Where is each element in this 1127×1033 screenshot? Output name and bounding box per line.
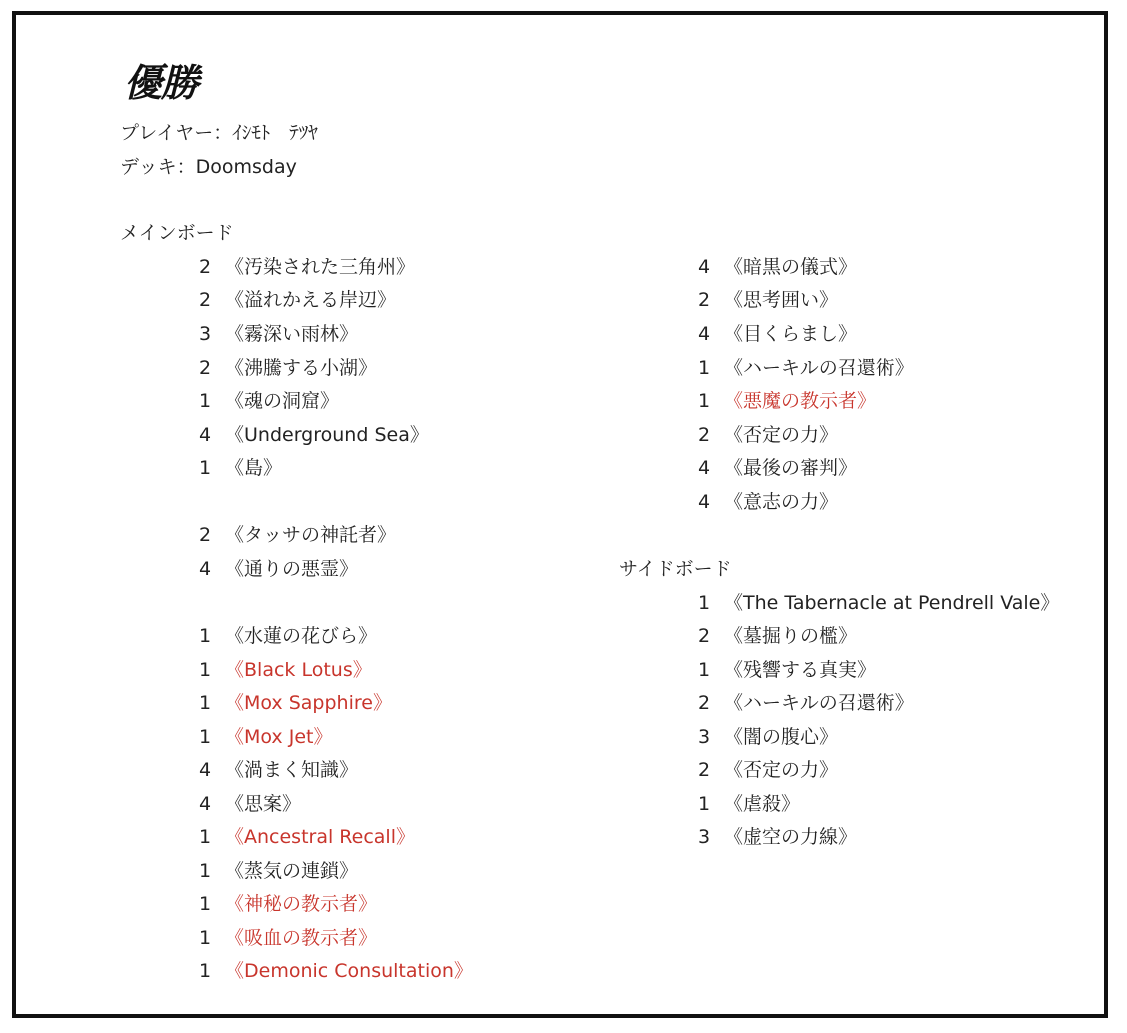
card-qty: 3: [698, 726, 711, 748]
card-qty: 2: [199, 256, 212, 278]
card-qty: 2: [698, 289, 711, 311]
card-name: 《残響する真実》: [724, 659, 877, 681]
card-row: [199, 389, 339, 413]
card-row: [199, 322, 358, 346]
card-row: [199, 758, 358, 782]
card-row: [698, 591, 1059, 615]
card-qty: 1: [698, 390, 711, 412]
card-name: 《タッサの神託者》: [225, 524, 397, 546]
card-row: [199, 288, 396, 312]
card-qty: 1: [199, 692, 212, 714]
card-name: 《虚空の力線》: [724, 826, 858, 848]
card-name: 《Mox Jet》: [225, 726, 333, 748]
card-name: 《溢れかえる岸辺》: [225, 289, 397, 311]
card-qty: 1: [199, 860, 212, 882]
card-name: 《意志の力》: [724, 491, 839, 513]
card-qty: 1: [199, 927, 212, 949]
sideboard-heading: サイドボード: [619, 558, 732, 580]
card-name: 《ハーキルの召還術》: [724, 692, 914, 714]
card-name: 《通りの悪霊》: [225, 558, 359, 580]
card-qty: 3: [698, 826, 711, 848]
card-name: 《暗黒の儀式》: [724, 256, 858, 278]
card-name: 《Ancestral Recall》: [225, 826, 415, 848]
card-qty: 1: [199, 960, 212, 982]
card-qty: 4: [199, 424, 212, 446]
card-name: 《Demonic Consultation》: [225, 960, 473, 982]
card-row: [698, 356, 914, 380]
card-row: [199, 456, 282, 480]
card-qty: 1: [199, 659, 212, 681]
card-name: 《悪魔の教示者》: [724, 390, 877, 412]
card-name: 《最後の審判》: [724, 457, 858, 479]
card-qty: 1: [698, 659, 711, 681]
card-name: 《汚染された三角州》: [225, 256, 416, 278]
card-qty: 4: [698, 256, 711, 278]
card-qty: 2: [199, 289, 212, 311]
card-qty: 4: [698, 323, 711, 345]
card-row: [199, 859, 358, 883]
card-qty: 2: [199, 524, 212, 546]
card-qty: 4: [698, 457, 711, 479]
card-qty: 1: [199, 893, 212, 915]
card-row: [199, 959, 473, 983]
card-row: [698, 255, 857, 279]
card-row: [698, 490, 838, 514]
card-row: [199, 892, 377, 916]
card-row: [698, 691, 914, 715]
card-row: [698, 658, 876, 682]
player-line: プレイヤー：ｲｼﾓﾄ ﾃﾂﾔ: [120, 122, 318, 144]
card-row: [698, 288, 838, 312]
card-name: 《闇の腹心》: [724, 726, 839, 748]
card-row: [199, 523, 396, 547]
card-qty: 1: [698, 357, 711, 379]
card-row: [698, 322, 857, 346]
card-name: 《沸騰する小湖》: [225, 357, 378, 379]
card-name: 《思案》: [225, 793, 302, 815]
mainboard-heading: メインボード: [120, 222, 234, 244]
card-row: [698, 792, 800, 816]
card-qty: 2: [698, 625, 711, 647]
card-name: 《魂の洞窟》: [225, 390, 340, 412]
card-name: 《否定の力》: [724, 759, 839, 781]
card-row: [698, 758, 838, 782]
card-name: 《否定の力》: [724, 424, 839, 446]
card-row: [698, 389, 876, 413]
card-qty: 3: [199, 323, 212, 345]
card-row: [698, 624, 857, 648]
card-qty: 1: [199, 390, 212, 412]
page-title: 優勝: [124, 61, 199, 105]
card-qty: 1: [698, 592, 711, 614]
card-qty: 1: [199, 457, 212, 479]
card-name: 《思考囲い》: [724, 289, 839, 311]
card-row: [698, 825, 857, 849]
card-name: 《蒸気の連鎖》: [225, 860, 359, 882]
card-name: 《Black Lotus》: [225, 659, 372, 681]
card-name: 《吸血の教示者》: [225, 927, 378, 949]
card-row: [199, 691, 392, 715]
card-row: [199, 356, 377, 380]
card-qty: 2: [199, 357, 212, 379]
card-row: [698, 725, 838, 749]
card-name: 《水蓮の花びら》: [225, 625, 378, 647]
deck-line: デッキ：Doomsday: [120, 156, 297, 178]
card-row: [199, 725, 332, 749]
card-name: 《虐殺》: [724, 793, 801, 815]
card-name: 《島》: [225, 457, 283, 479]
card-name: 《渦まく知識》: [225, 759, 359, 781]
card-row: [199, 926, 377, 950]
card-qty: 4: [199, 759, 212, 781]
card-name: 《墓掘りの檻》: [724, 625, 858, 647]
card-qty: 4: [698, 491, 711, 513]
card-name: 《神秘の教示者》: [225, 893, 378, 915]
card-qty: 2: [698, 424, 711, 446]
card-name: 《霧深い雨林》: [225, 323, 359, 345]
card-qty: 1: [199, 625, 212, 647]
card-name: 《The Tabernacle at Pendrell Vale》: [724, 592, 1060, 614]
card-row: [698, 423, 838, 447]
card-row: [199, 255, 415, 279]
card-qty: 2: [698, 692, 711, 714]
card-qty: 2: [698, 759, 711, 781]
card-row: [199, 624, 377, 648]
card-name: 《目くらまし》: [724, 323, 858, 345]
card-name: 《Mox Sapphire》: [225, 692, 392, 714]
card-row: [698, 456, 857, 480]
card-qty: 4: [199, 793, 212, 815]
card-qty: 1: [698, 793, 711, 815]
card-qty: 4: [199, 558, 212, 580]
card-name: 《ハーキルの召還術》: [724, 357, 914, 379]
card-qty: 1: [199, 726, 212, 748]
card-qty: 1: [199, 826, 212, 848]
card-row: [199, 557, 358, 581]
card-row: [199, 423, 429, 447]
card-row: [199, 792, 301, 816]
card-row: [199, 658, 372, 682]
card-row: [199, 825, 415, 849]
card-name: 《Underground Sea》: [225, 424, 429, 446]
